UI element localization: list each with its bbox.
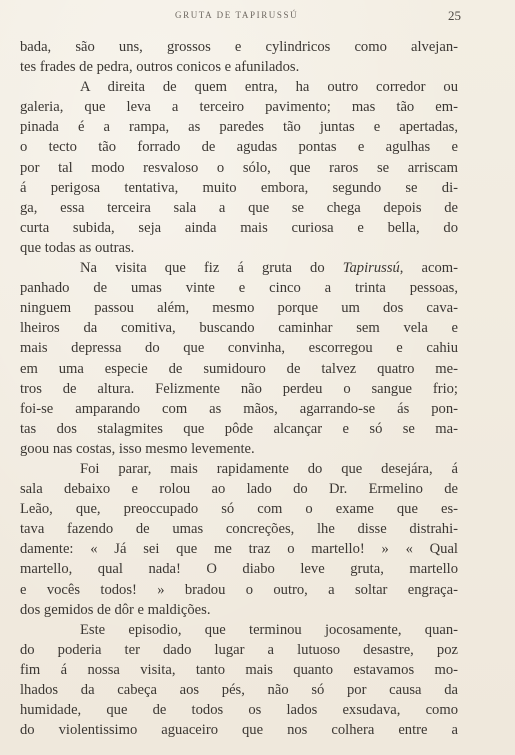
text-line: foi-se amparando com as mãos, agarrando-se ás pon- bbox=[20, 400, 458, 417]
text-line: tava fazendo de umas concreções, lhe disse distrahi- bbox=[20, 521, 458, 538]
text-segment: , acom- bbox=[399, 260, 458, 277]
text-line: em uma especie de sumidouro de talvez quatro me- bbox=[20, 360, 458, 377]
text-line: ninguem passou além, mesmo porque um dos cava- bbox=[20, 300, 458, 317]
text-line: bada, são uns, grossos e cylindricos como alvejan- bbox=[20, 39, 458, 55]
text-line: humidade, que de todos os lados exsudava, como bbox=[20, 702, 458, 719]
text-line: tros de altura. Felizmente não perdeu o sangue frio; bbox=[20, 380, 458, 397]
text-line: ga, essa terceira sala a que se chega depois de bbox=[20, 199, 458, 216]
text-line: por tal modo resvaloso o sólo, que raros se arriscam bbox=[20, 159, 458, 176]
text-line: galeria, que leva a terceiro pavimento; mas tão em- bbox=[20, 99, 458, 116]
text-line: lhados da cabeça aos pés, não só por causa da bbox=[20, 682, 458, 698]
text-line: e vocês todos! » bradou o outro, a soltar engraça- bbox=[20, 581, 458, 598]
text-line: dos gemidos de dôr e maldições. bbox=[20, 601, 211, 618]
running-head: GRUTA DE TAPIRUSSÚ bbox=[175, 10, 299, 20]
text-line: que todas as outras. bbox=[20, 239, 135, 256]
text-line: o tecto tão forrado de agudas pontas e agulhas e bbox=[20, 139, 458, 156]
text-line: goou nas costas, isso mesmo levemente. bbox=[20, 440, 255, 457]
text-line: do violentissimo aguaceiro que nos colhera entre a bbox=[20, 722, 458, 739]
text-line: fim á nossa visita, tanto mais quanto estavamos mo- bbox=[20, 661, 458, 678]
text-line: curta subida, seja ainda mais curiosa e bella, do bbox=[20, 219, 458, 236]
paragraph-start-line bbox=[20, 258, 458, 278]
text-line: Leão, que, preoccupado só com o exame que es- bbox=[20, 501, 458, 518]
text-line: do poderia ter dado lugar a lutuoso desastre, poz bbox=[20, 641, 458, 658]
text-line: damente: « Já sei que me traz o martello! » « Qual bbox=[20, 541, 458, 558]
place-name-italic: Tapirussú bbox=[342, 260, 400, 277]
page-number: 25 bbox=[448, 8, 461, 23]
text-line: martello, qual nada! O diabo leve gruta, martello bbox=[20, 561, 458, 578]
text-line: lheiros da comitiva, buscando caminhar sem vela e bbox=[20, 320, 458, 337]
text-line: tas dos stalagmites que pôde alcançar e só se ma- bbox=[20, 420, 458, 437]
text-line: panhado de umas vinte e cinco a trinta pessoas, bbox=[20, 280, 458, 297]
text-line: sala debaixo e rolou ao lado do Dr. Ermelino de bbox=[20, 481, 458, 498]
text-line: tes frades de pedra, outros conicos e afunilados. bbox=[20, 59, 300, 76]
page-header bbox=[0, 8, 515, 26]
text-line: mais depressa do que convinha, escorregou e cahiu bbox=[20, 340, 458, 357]
text-line: á perigosa tentativa, muito embora, segundo se di- bbox=[20, 179, 458, 196]
paragraph-start-line: Este episodio, que terminou jocosamente, quan- bbox=[80, 621, 458, 638]
body-text bbox=[20, 37, 458, 740]
paragraph-start-line: A direita de quem entra, ha outro corredor ou bbox=[80, 79, 458, 96]
paragraph-start-line: Foi parar, mais rapidamente do que desejára, á bbox=[80, 460, 458, 477]
text-line: pinada é a rampa, as paredes tão juntas e apertadas, bbox=[20, 119, 458, 136]
text-segment: Na visita que fiz á gruta do bbox=[80, 260, 343, 277]
